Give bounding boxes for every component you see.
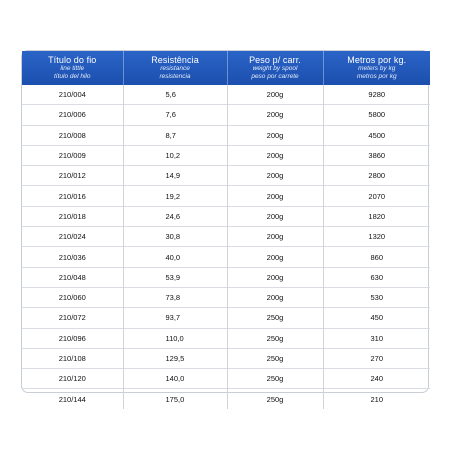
cell-peso: 200g <box>227 227 323 247</box>
cell-titulo: 210/120 <box>22 369 123 389</box>
cell-metros: 2070 <box>323 186 430 206</box>
cell-metros: 9280 <box>323 85 430 105</box>
header-metros-main: Metros por kg. <box>347 55 407 65</box>
cell-metros: 860 <box>323 247 430 267</box>
cell-metros: 3860 <box>323 145 430 165</box>
cell-titulo: 210/144 <box>22 389 123 409</box>
cell-resistencia: 73,8 <box>123 287 227 307</box>
table-body <box>22 85 430 409</box>
cell-titulo: 210/096 <box>22 328 123 348</box>
cell-resistencia: 14,9 <box>123 166 227 186</box>
cell-titulo: 210/008 <box>22 125 123 145</box>
header-metros-en: meters by kg <box>358 65 396 72</box>
cell-metros: 240 <box>323 369 430 389</box>
table-row <box>22 287 430 307</box>
cell-peso: 200g <box>227 247 323 267</box>
header-titulo-main: Título do fio <box>48 55 97 65</box>
cell-metros: 4500 <box>323 125 430 145</box>
header-peso-en: weight by spool <box>252 65 298 72</box>
cell-resistencia: 53,9 <box>123 267 227 287</box>
table-row <box>22 125 430 145</box>
cell-peso: 250g <box>227 389 323 409</box>
cell-titulo: 210/108 <box>22 348 123 368</box>
cell-titulo: 210/072 <box>22 308 123 328</box>
cell-titulo: 210/009 <box>22 145 123 165</box>
cell-titulo: 210/006 <box>22 105 123 125</box>
cell-peso: 200g <box>227 267 323 287</box>
cell-peso: 200g <box>227 145 323 165</box>
cell-resistencia: 40,0 <box>123 247 227 267</box>
table-row <box>22 348 430 368</box>
table-row <box>22 206 430 226</box>
cell-peso: 250g <box>227 369 323 389</box>
table-row <box>22 308 430 328</box>
header-resistencia <box>123 51 227 85</box>
cell-metros: 530 <box>323 287 430 307</box>
table-row <box>22 267 430 287</box>
cell-titulo: 210/060 <box>22 287 123 307</box>
cell-resistencia: 140,0 <box>123 369 227 389</box>
cell-peso: 200g <box>227 186 323 206</box>
table-header <box>22 51 430 85</box>
header-resistencia-main: Resistência <box>151 55 199 65</box>
cell-titulo: 210/016 <box>22 186 123 206</box>
cell-resistencia: 7,6 <box>123 105 227 125</box>
header-resistencia-es: resistencia <box>159 72 191 80</box>
cell-peso: 200g <box>227 287 323 307</box>
cell-resistencia: 175,0 <box>123 389 227 409</box>
cell-titulo: 210/048 <box>22 267 123 287</box>
spec-table-container <box>21 50 429 404</box>
table-row <box>22 166 430 186</box>
cell-metros: 5800 <box>323 105 430 125</box>
table-row <box>22 227 430 247</box>
cell-resistencia: 30,8 <box>123 227 227 247</box>
header-metros-es: metros por kg <box>356 72 397 80</box>
table-row <box>22 369 430 389</box>
cell-resistencia: 110,0 <box>123 328 227 348</box>
cell-resistencia: 19,2 <box>123 186 227 206</box>
cell-metros: 270 <box>323 348 430 368</box>
header-peso <box>227 51 323 85</box>
cell-peso: 200g <box>227 125 323 145</box>
table-row <box>22 186 430 206</box>
cell-resistencia: 10,2 <box>123 145 227 165</box>
cell-peso: 250g <box>227 348 323 368</box>
table-row <box>22 145 430 165</box>
cell-resistencia: 93,7 <box>123 308 227 328</box>
table-row <box>22 328 430 348</box>
table-row <box>22 105 430 125</box>
cell-peso: 200g <box>227 85 323 105</box>
cell-metros: 310 <box>323 328 430 348</box>
cell-titulo: 210/012 <box>22 166 123 186</box>
header-resistencia-en: resistance <box>160 65 190 72</box>
cell-peso: 200g <box>227 166 323 186</box>
cell-peso: 250g <box>227 308 323 328</box>
header-titulo-es: título del hilo <box>54 72 91 80</box>
cell-peso: 250g <box>227 328 323 348</box>
cell-titulo: 210/004 <box>58 90 86 100</box>
header-row <box>22 51 430 85</box>
header-titulo-en: line tittle <box>60 65 85 72</box>
cell-peso: 200g <box>227 206 323 226</box>
cell-metros: 210 <box>323 389 430 409</box>
cell-metros: 630 <box>323 267 430 287</box>
cell-metros: 2800 <box>323 166 430 186</box>
table-row <box>22 247 430 267</box>
table-row <box>22 389 430 409</box>
cell-metros: 1820 <box>323 206 430 226</box>
cell-peso: 200g <box>227 105 323 125</box>
table-row <box>22 85 430 105</box>
cell-titulo: 210/018 <box>22 206 123 226</box>
cell-titulo: 210/036 <box>22 247 123 267</box>
cell-resistencia: 24,6 <box>123 206 227 226</box>
header-peso-main: Peso p/ carr. <box>249 55 301 65</box>
thread-spec-table <box>22 51 430 409</box>
cell-resistencia: 5,6 <box>123 85 227 105</box>
header-metros <box>323 51 430 85</box>
cell-titulo: 210/024 <box>22 227 123 247</box>
cell-resistencia: 8,7 <box>123 125 227 145</box>
cell-metros: 1320 <box>323 227 430 247</box>
cell-metros: 450 <box>323 308 430 328</box>
header-peso-es: peso por carrete <box>251 72 299 80</box>
cell-resistencia: 129,5 <box>123 348 227 368</box>
header-titulo <box>22 51 123 85</box>
